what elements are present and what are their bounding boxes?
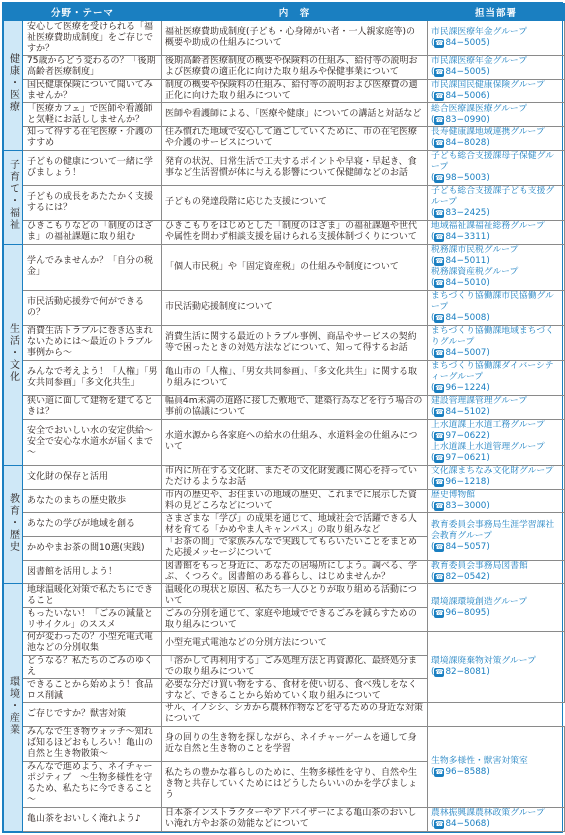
content-cell: 制度の概要や保険料の仕組み、給付等の説明および医療費の適正化に向けた取り組みについて: [162, 79, 428, 103]
content-cell: 子どもの発達段階に応じた支援について: [162, 185, 428, 220]
department-cell: [428, 584, 565, 631]
phone-number: ( ☎ 84−5068): [431, 819, 490, 830]
topic-cell: 文化財の保存と活用: [23, 466, 162, 490]
content-cell: 幅員4m未満の道路に接した敷地で、建築行為などを行う場合の事前の協議について: [162, 395, 428, 419]
department-cell: [428, 419, 565, 465]
department-cell: [428, 489, 565, 513]
department-cell: [428, 127, 565, 151]
department-cell: [428, 466, 565, 490]
table-row: [4, 631, 565, 655]
phone-number: ( ☎ 96−8095): [431, 607, 490, 618]
table-row: [4, 127, 565, 151]
category-cell: [4, 150, 23, 244]
phone-number: ( ☎ 84−3311): [431, 232, 490, 243]
content-cell: 身の回りの生き物を探しながら、ネイチャーゲームを通して身近な自然と生き物のことを学習: [162, 726, 428, 761]
phone-icon: ☎: [435, 92, 444, 101]
table-row: [4, 726, 565, 761]
category-cell: [4, 584, 23, 832]
content-cell: 「個人市民税」や「固定資産税」の仕組みや制度について: [162, 244, 428, 290]
table-row: [4, 702, 565, 726]
phone-icon: ☎: [435, 667, 444, 676]
content-cell: ひきこもりをはじめとした「制度のはざま」の福祉課題や世代や属性を問わず相談支援を届けられる支援体制づくりについて: [162, 220, 428, 244]
phone-icon: ☎: [435, 68, 444, 77]
department-cell: [428, 150, 565, 185]
topic-cell: 安心して医療を受けられる「福祉医療費助成制度」をご存じですか？: [23, 21, 162, 56]
content-cell: 小型充電式電池などの分別方法について: [162, 631, 428, 655]
topic-cell: 何が変わったの？小型充電式電池などの分別収集: [23, 631, 162, 655]
table-row: [4, 56, 565, 80]
table-row: [4, 584, 565, 608]
phone-number: ( ☎ 83−0990): [431, 114, 490, 125]
content-cell: 医師や看護師による、「医療や健康」についての講話と対話など: [162, 103, 428, 127]
table-row: [4, 325, 565, 360]
content-cell: 図書館をもっと身近に、あなたの居場所にしよう。調べる、学ぶ、くつろぐ。図書館のある暮らし、はじめませんか？: [162, 560, 428, 584]
phone-number: ( ☎ 82−8081): [431, 666, 490, 677]
topic-cell: みんなで進めよう、ネイチャーポジティブ ～生物多様性を守るため、私たちに今できること～: [23, 761, 162, 807]
topic-cell: 学んでみませんか？「自分の税金」: [23, 244, 162, 290]
topics-table: [3, 3, 565, 832]
topics-table-frame: [2, 2, 563, 833]
header-content: 内 容: [162, 4, 428, 21]
topic-cell: できることから始めよう！食品ロス削減: [23, 679, 162, 703]
department-name: 生物多様性・獣害対策室: [431, 755, 528, 766]
header-topic: 分野・テーマ: [4, 4, 162, 21]
category-cell: [4, 466, 23, 584]
department-name: 農林振興課農林政策グループ: [431, 808, 545, 819]
table-row: [4, 560, 565, 584]
topic-cell: 図書館を活用しよう！: [23, 560, 162, 584]
topic-cell: 子どもの成長をあたたかく支援するには？: [23, 185, 162, 220]
content-cell: 「お茶の間」で家族みんなで実践してもらいたいことをまとめた応援メッセージについて: [162, 537, 428, 561]
department-cell: [428, 244, 565, 290]
department-cell: [428, 395, 565, 419]
content-cell: 市民活動応援制度について: [162, 290, 428, 325]
content-cell: 亀山市の「人権」、「男女共同参画」、「多文化共生」に関する取り組みについて: [162, 360, 428, 395]
phone-number: ( ☎ 84−5006): [431, 91, 490, 102]
content-cell: 福祉医療費助成制度(子ども・心身障がい者・一人親家庭等)の概要や助成の仕組みについて: [162, 21, 428, 56]
content-cell: 市内に所在する文化財、またその文化財愛護に関心を持っていただけるようなお話: [162, 466, 428, 490]
phone-number: ( ☎ 97−0621): [431, 453, 490, 464]
table-row: [4, 244, 565, 290]
department-name: 上水道課上水道工務グループ: [431, 420, 545, 431]
table-row: [4, 150, 565, 185]
phone-number: ( ☎ 98−5003): [431, 173, 490, 184]
category-label: 生活・文化: [7, 322, 19, 383]
department-name: 教育委員会事務局生涯学習課社会教育グループ: [431, 520, 555, 542]
table-row: [4, 21, 565, 56]
header-dept: 担当部署: [428, 4, 565, 21]
department-name: 地域福祉課福祉総務グループ: [431, 221, 545, 232]
phone-icon: ☎: [435, 139, 444, 148]
phone-icon: ☎: [435, 349, 444, 358]
department-cell: [428, 726, 565, 807]
content-cell: 温暖化の現状と原因、私たち一人ひとりが取り組める活動について: [162, 584, 428, 608]
department-name: まちづくり協働課地域まちづくりグループ: [431, 326, 554, 348]
department-name: 市民課医療年金グループ: [431, 56, 528, 67]
phone-icon: ☎: [435, 115, 444, 124]
phone-number: ( ☎ 96−1224): [431, 383, 490, 394]
topic-cell: 「医療カフェ」で医師や看護師と気軽にお話ししませんか？: [23, 103, 162, 127]
content-cell: 消費生活に関する最近のトラブル事例、商品やサービスの契約等で困ったときの対処方法などについて、知って得するお話: [162, 325, 428, 360]
phone-icon: ☎: [435, 257, 444, 266]
phone-icon: ☎: [435, 608, 444, 617]
department-name: 長寿健康課地域連携グループ: [431, 127, 545, 138]
table-row: [4, 395, 565, 419]
table-row: [4, 103, 565, 127]
phone-number: ( ☎ 84−5010): [431, 278, 490, 289]
phone-number: ( ☎ 84−5008): [431, 313, 490, 324]
department-name: まちづくり協働課市民協働グループ: [431, 291, 554, 313]
department-cell: [428, 360, 565, 395]
topic-cell: 知って得する在宅医療・介護のすすめ: [23, 127, 162, 151]
category-label: 教育・歴史: [7, 492, 19, 553]
phone-icon: ☎: [435, 502, 444, 511]
phone-number: ( ☎ 83−2425): [431, 208, 490, 219]
phone-icon: ☎: [435, 314, 444, 323]
table-row: [4, 185, 565, 220]
topic-cell: 子どもの健康について一緒に学びましょう！: [23, 150, 162, 185]
table-row: [4, 79, 565, 103]
department-name: 総合医療課医療グループ: [431, 103, 528, 114]
table-row: [4, 489, 565, 513]
content-cell: 発育の状況、日常生活で工夫するポイントや早寝・早起き、食事など生活習慣が体に与える影響について保健師などのお話: [162, 150, 428, 185]
department-name: 市民課国民健康保険グループ: [431, 80, 545, 91]
topic-cell: みんなで考えよう！「人権」「男女共同参画」「多文化共生」: [23, 360, 162, 395]
phone-icon: ☎: [435, 174, 444, 183]
phone-number: ( ☎ 84−5057): [431, 542, 490, 553]
department-name: 環境課廃棄物対策グループ: [431, 655, 536, 666]
topic-cell: 地球温暖化対策で私たちにできること: [23, 584, 162, 608]
phone-number: ( ☎ 84−5005): [431, 67, 490, 78]
department-cell: [428, 290, 565, 325]
department-cell: [428, 220, 565, 244]
topic-cell: みんなで生き物ウォッチ～知れば知るほどおもしろい！亀山の自然と生き物散策～: [23, 726, 162, 761]
content-cell: 住み慣れた地域で安心して過ごしていくために、市の在宅医療や介護のサービスについて: [162, 127, 428, 151]
topic-cell: ご存じですか？獣害対策: [23, 702, 162, 726]
department-name: 教育委員会事務局図書館: [431, 561, 528, 572]
category-label: 子育て・福祉: [7, 159, 19, 232]
department-name: 文化課まちなみ文化財グループ: [431, 466, 554, 477]
category-label: 健康・医療: [7, 53, 19, 114]
department-name: 子ども総合支援課母子保健グループ: [431, 151, 554, 173]
content-cell: 後期高齢者医療制度の概要や保険料の仕組み、給付等の説明および医療費の適正化に向けた取り組みや保健事業について: [162, 56, 428, 80]
phone-icon: ☎: [435, 233, 444, 242]
content-cell: さまざまな「学び」の成果を通じて、地域社会で活躍できる人材を育てる「かめやま人キャンパス」の取り組みなど: [162, 513, 428, 537]
phone-icon: ☎: [435, 767, 444, 776]
department-cell: [428, 560, 565, 584]
header-row: [4, 4, 565, 21]
category-cell: [4, 21, 23, 151]
department-name: 環境課環境創造グループ: [431, 596, 528, 607]
phone-number: ( ☎ 84−5102): [431, 407, 490, 418]
department-name: 税務課資産税グループ: [431, 267, 519, 278]
phone-icon: ☎: [435, 209, 444, 218]
content-cell: 必要な分だけ買い物をする、食材を使い切る、食べ残しをなくすなど、できることから始めていく取り組みについて: [162, 679, 428, 703]
phone-icon: ☎: [435, 408, 444, 417]
department-cell: [428, 21, 565, 56]
table-row: [4, 360, 565, 395]
department-cell: [428, 631, 565, 702]
table-row: [4, 220, 565, 244]
phone-number: ( ☎ 96−8588): [431, 766, 490, 777]
department-cell: [428, 56, 565, 80]
topic-cell: 亀山茶をおいしく淹れよう♪: [23, 807, 162, 831]
department-name: 上水道課上水道管理グループ: [431, 442, 545, 453]
table-row: [4, 466, 565, 490]
department-cell: [428, 103, 565, 127]
table-row: [4, 290, 565, 325]
department-cell: [428, 513, 565, 560]
topic-cell: 国民健康保険について聞いてみませんか？: [23, 79, 162, 103]
phone-icon: ☎: [435, 39, 444, 48]
content-cell: 私たちの豊かな暮らしのために、生物多様性を守り、自然や生き物と共存していくためにはどうしたらいいのかを学びましょう: [162, 761, 428, 807]
table-body: [4, 21, 565, 832]
topic-cell: 狭い道に面して建物を建てるときは？: [23, 395, 162, 419]
topic-cell: ひきこもりなどの「制度のはざま」の福祉課題に取り組む: [23, 220, 162, 244]
topic-cell: あなたのまちの歴史散歩: [23, 489, 162, 513]
topic-cell: もったいない！「ごみの減量とリサイクル」のススメ: [23, 608, 162, 632]
department-name: 市民課医療年金グループ: [431, 27, 528, 38]
phone-icon: ☎: [435, 820, 444, 829]
phone-number: ( ☎ 97−0622): [431, 431, 490, 442]
department-cell: [428, 185, 565, 220]
content-cell: ごみの分別を通じて、家庭や地域でできるごみを減らすための取り組みについて: [162, 608, 428, 632]
phone-icon: ☎: [435, 384, 444, 393]
phone-number: ( ☎ 83−3000): [431, 501, 490, 512]
phone-number: ( ☎ 96−1218): [431, 477, 490, 488]
department-name: まちづくり協働課ダイバーシティーグループ: [431, 361, 554, 383]
topic-cell: 消費生活トラブルに巻き込まれないためには～最近のトラブル事例から～: [23, 325, 162, 360]
topic-cell: どうなる？私たちのごみのゆくえ: [23, 655, 162, 679]
topic-cell: あなたの学びが地域を創る: [23, 513, 162, 537]
table-row: [4, 513, 565, 537]
content-cell: 日本茶インストラクターやアドバイザーによる亀山茶のおいしい淹れ方やお茶の効能などについて: [162, 807, 428, 831]
phone-icon: ☎: [435, 478, 444, 487]
category-label: 環境・産業: [7, 675, 19, 736]
department-cell: [428, 79, 565, 103]
phone-icon: ☎: [435, 279, 444, 288]
topic-cell: 市民活動応援券で何ができるの？: [23, 290, 162, 325]
phone-number: ( ☎ 84−8028): [431, 138, 490, 149]
phone-icon: ☎: [435, 543, 444, 552]
phone-icon: ☎: [435, 573, 444, 582]
content-cell: サル、イノシシ、シカから農林作物などを守るための身近な対策について: [162, 702, 428, 726]
content-cell: 水道水源から各家庭への給水の仕組み、水道料金の仕組みについて: [162, 419, 428, 465]
department-name: 建設管理課管理グループ: [431, 396, 528, 407]
phone-number: ( ☎ 82−0542): [431, 572, 490, 583]
table-row: [4, 419, 565, 465]
topic-cell: 75歳からどう変わるの？「後期高齢者医療制度」: [23, 56, 162, 80]
phone-number: ( ☎ 84−5007): [431, 348, 490, 359]
table-row: [4, 807, 565, 831]
topic-cell: 安全でおいしい水の安定供給～安全で安心な水道水が届くまで～: [23, 419, 162, 465]
department-name: 税務課市民税グループ: [431, 245, 519, 256]
topic-cell: かめやまお茶の間10選(実践): [23, 537, 162, 561]
category-cell: [4, 244, 23, 466]
phone-number: ( ☎ 84−5011): [431, 256, 490, 267]
content-cell: 「溶かして再利用する」ごみ処理方法と再資源化、最終処分までの取り組みについて: [162, 655, 428, 679]
department-cell: [428, 807, 565, 831]
phone-icon: ☎: [435, 432, 444, 441]
department-name: 子ども総合支援課子ども支援グループ: [431, 186, 555, 208]
content-cell: 市内の歴史や、お住まいの地域の歴史、これまでに展示した資料の見どころなどについて: [162, 489, 428, 513]
department-cell: [428, 325, 565, 360]
department-name: 歴史博物館: [431, 490, 476, 501]
phone-icon: ☎: [435, 454, 444, 463]
phone-number: ( ☎ 84−5005): [431, 38, 490, 49]
